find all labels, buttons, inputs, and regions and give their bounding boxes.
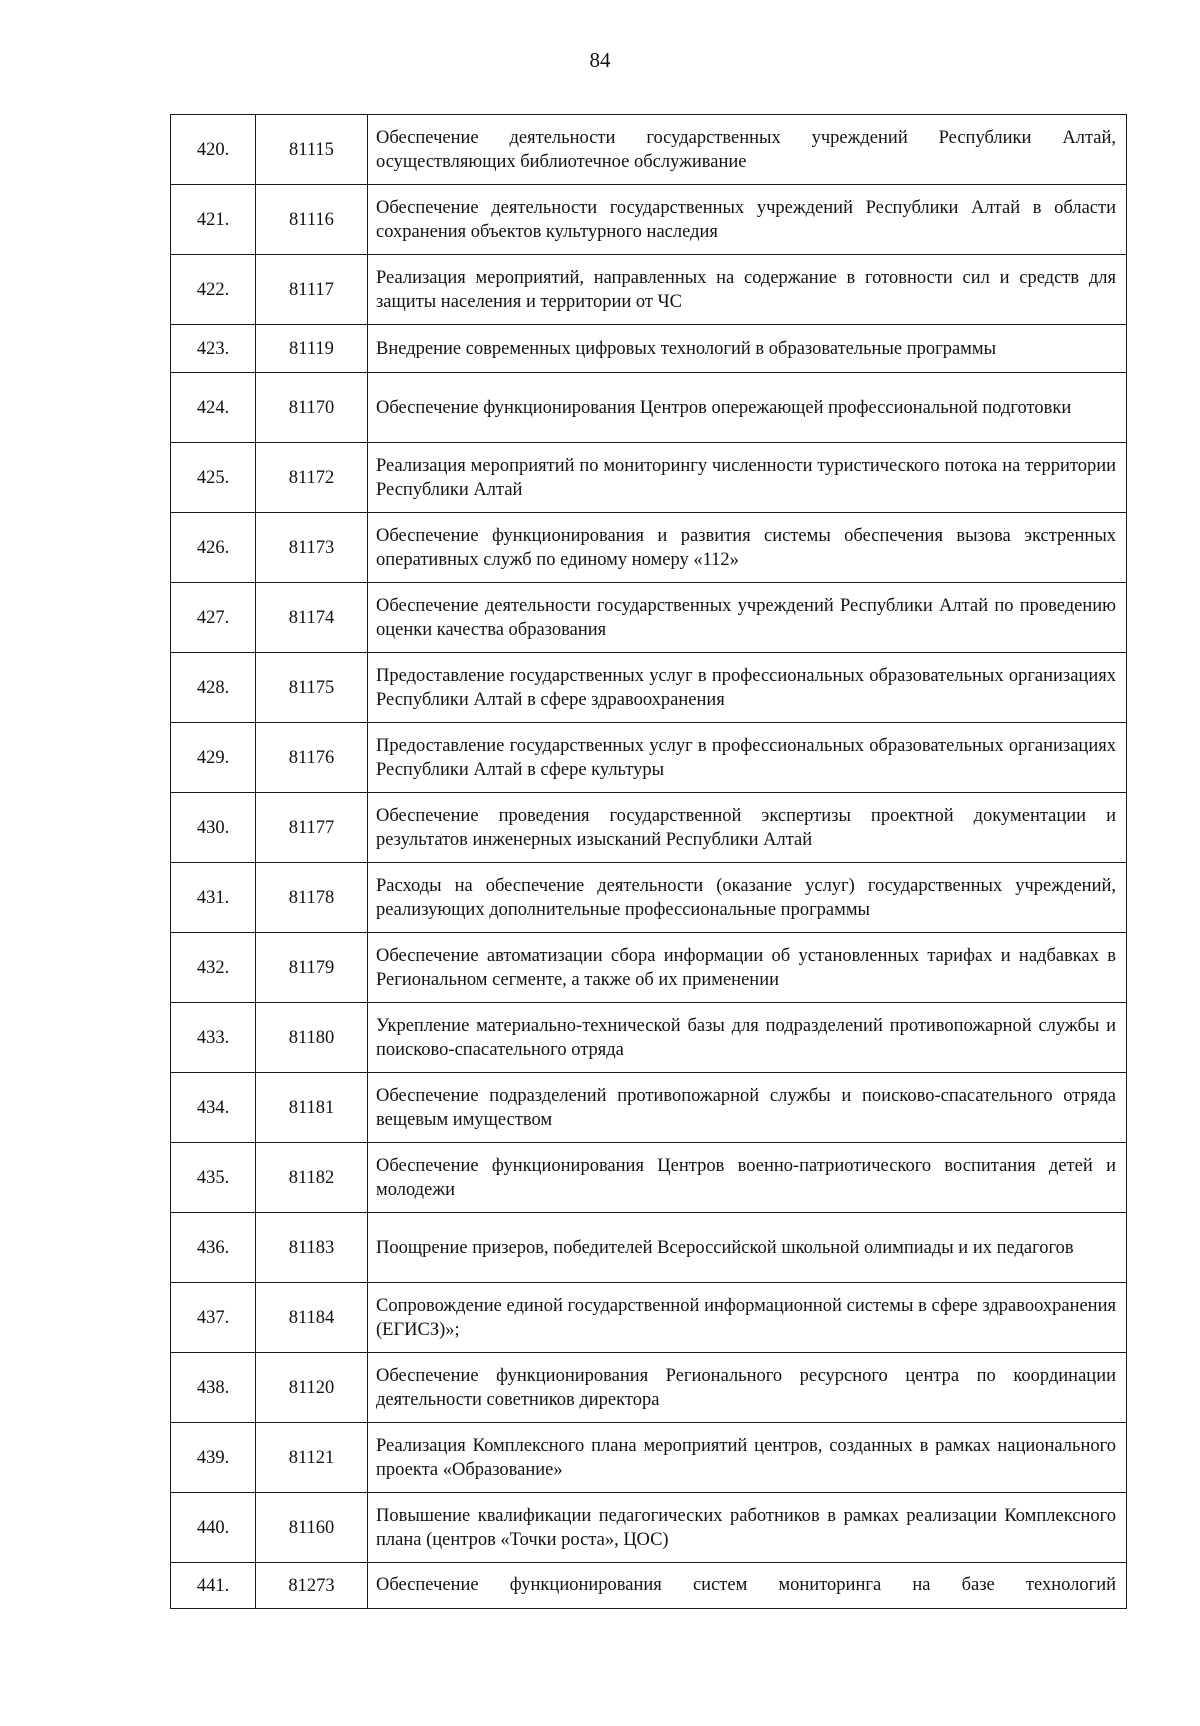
row-number: 437. <box>171 1283 256 1353</box>
row-number: 433. <box>171 1003 256 1073</box>
row-code: 81121 <box>256 1423 368 1493</box>
row-code: 81174 <box>256 583 368 653</box>
table-row <box>171 255 1127 325</box>
row-number: 422. <box>171 255 256 325</box>
row-code: 81184 <box>256 1283 368 1353</box>
table-row <box>171 793 1127 863</box>
row-description: Обеспечение функционирования и развития системы обеспечения вызова экстренных оперативных служб по единому номеру «112» <box>368 513 1127 583</box>
row-description: Обеспечение проведения государственной экспертизы проектной документации и результатов инженерных изысканий Республики Алтай <box>368 793 1127 863</box>
row-description: Обеспечение функционирования систем мониторинга на базе технологий <box>368 1563 1127 1609</box>
table-row <box>171 1143 1127 1213</box>
row-number: 420. <box>171 115 256 185</box>
row-number: 423. <box>171 325 256 373</box>
row-code: 81178 <box>256 863 368 933</box>
row-number: 428. <box>171 653 256 723</box>
table-body <box>171 115 1127 1609</box>
row-description: Расходы на обеспечение деятельности (оказание услуг) государственных учреждений, реализующих дополнительные профессиональные программы <box>368 863 1127 933</box>
table-row <box>171 373 1127 443</box>
row-number: 432. <box>171 933 256 1003</box>
row-description: Обеспечение деятельности государственных учреждений Республики Алтай в области сохранения объектов культурного наследия <box>368 185 1127 255</box>
row-number: 435. <box>171 1143 256 1213</box>
row-code: 81182 <box>256 1143 368 1213</box>
row-number: 441. <box>171 1563 256 1609</box>
row-description: Повышение квалификации педагогических работников в рамках реализации Комплексного плана (центров «Точки роста», ЦОС) <box>368 1493 1127 1563</box>
row-number: 424. <box>171 373 256 443</box>
row-number: 426. <box>171 513 256 583</box>
table-row <box>171 513 1127 583</box>
table-row <box>171 863 1127 933</box>
row-code: 81119 <box>256 325 368 373</box>
row-number: 431. <box>171 863 256 933</box>
row-code: 81160 <box>256 1493 368 1563</box>
row-number: 434. <box>171 1073 256 1143</box>
table-row <box>171 1003 1127 1073</box>
row-code: 81170 <box>256 373 368 443</box>
table-row <box>171 1073 1127 1143</box>
row-description: Реализация мероприятий по мониторингу численности туристического потока на территории Республики Алтай <box>368 443 1127 513</box>
row-number: 430. <box>171 793 256 863</box>
row-code: 81117 <box>256 255 368 325</box>
row-code: 81120 <box>256 1353 368 1423</box>
table-row <box>171 1283 1127 1353</box>
row-code: 81172 <box>256 443 368 513</box>
row-number: 439. <box>171 1423 256 1493</box>
table-row <box>171 653 1127 723</box>
row-number: 425. <box>171 443 256 513</box>
row-description: Сопровождение единой государственной информационной системы в сфере здравоохранения (ЕГИСЗ)»; <box>368 1283 1127 1353</box>
document-table-container <box>170 114 1126 1609</box>
row-number: 429. <box>171 723 256 793</box>
table-row <box>171 185 1127 255</box>
row-code: 81181 <box>256 1073 368 1143</box>
table-row <box>171 583 1127 653</box>
row-code: 81115 <box>256 115 368 185</box>
row-description: Обеспечение функционирования Регионального ресурсного центра по координации деятельности советников директора <box>368 1353 1127 1423</box>
table-row <box>171 115 1127 185</box>
row-number: 440. <box>171 1493 256 1563</box>
row-number: 421. <box>171 185 256 255</box>
table-row <box>171 1563 1127 1609</box>
row-code: 81183 <box>256 1213 368 1283</box>
table-row <box>171 325 1127 373</box>
table-row <box>171 933 1127 1003</box>
row-description: Укрепление материально-технической базы для подразделений противопожарной службы и поисково-спасательного отряда <box>368 1003 1127 1073</box>
row-description: Обеспечение подразделений противопожарной службы и поисково-спасательного отряда вещевым имуществом <box>368 1073 1127 1143</box>
row-description: Предоставление государственных услуг в профессиональных образовательных организациях Республики Алтай в сфере здравоохранения <box>368 653 1127 723</box>
row-description: Реализация мероприятий, направленных на содержание в готовности сил и средств для защиты населения и территории от ЧС <box>368 255 1127 325</box>
table-row <box>171 1353 1127 1423</box>
row-description: Обеспечение функционирования Центров опережающей профессиональной подготовки <box>368 373 1127 443</box>
row-description: Реализация Комплексного плана мероприятий центров, созданных в рамках национального проекта «Образование» <box>368 1423 1127 1493</box>
table-row <box>171 1493 1127 1563</box>
document-table <box>170 114 1127 1609</box>
row-number: 427. <box>171 583 256 653</box>
row-description: Обеспечение деятельности государственных учреждений Республики Алтай, осуществляющих библиотечное обслуживание <box>368 115 1127 185</box>
row-code: 81273 <box>256 1563 368 1609</box>
table-row <box>171 723 1127 793</box>
row-number: 436. <box>171 1213 256 1283</box>
row-description: Обеспечение автоматизации сбора информации об установленных тарифах и надбавках в Региональном сегменте, а также об их применении <box>368 933 1127 1003</box>
table-row <box>171 1213 1127 1283</box>
table-row <box>171 443 1127 513</box>
row-description: Внедрение современных цифровых технологий в образовательные программы <box>368 325 1127 373</box>
row-code: 81180 <box>256 1003 368 1073</box>
row-code: 81177 <box>256 793 368 863</box>
row-description: Обеспечение деятельности государственных учреждений Республики Алтай по проведению оценки качества образования <box>368 583 1127 653</box>
row-code: 81116 <box>256 185 368 255</box>
row-number: 438. <box>171 1353 256 1423</box>
table-row <box>171 1423 1127 1493</box>
row-description: Поощрение призеров, победителей Всероссийской школьной олимпиады и их педагогов <box>368 1213 1127 1283</box>
row-code: 81173 <box>256 513 368 583</box>
row-code: 81175 <box>256 653 368 723</box>
row-description: Предоставление государственных услуг в профессиональных образовательных организациях Республики Алтай в сфере культуры <box>368 723 1127 793</box>
row-description: Обеспечение функционирования Центров военно-патриотического воспитания детей и молодежи <box>368 1143 1127 1213</box>
row-code: 81179 <box>256 933 368 1003</box>
row-code: 81176 <box>256 723 368 793</box>
page-number: 84 <box>589 48 611 72</box>
